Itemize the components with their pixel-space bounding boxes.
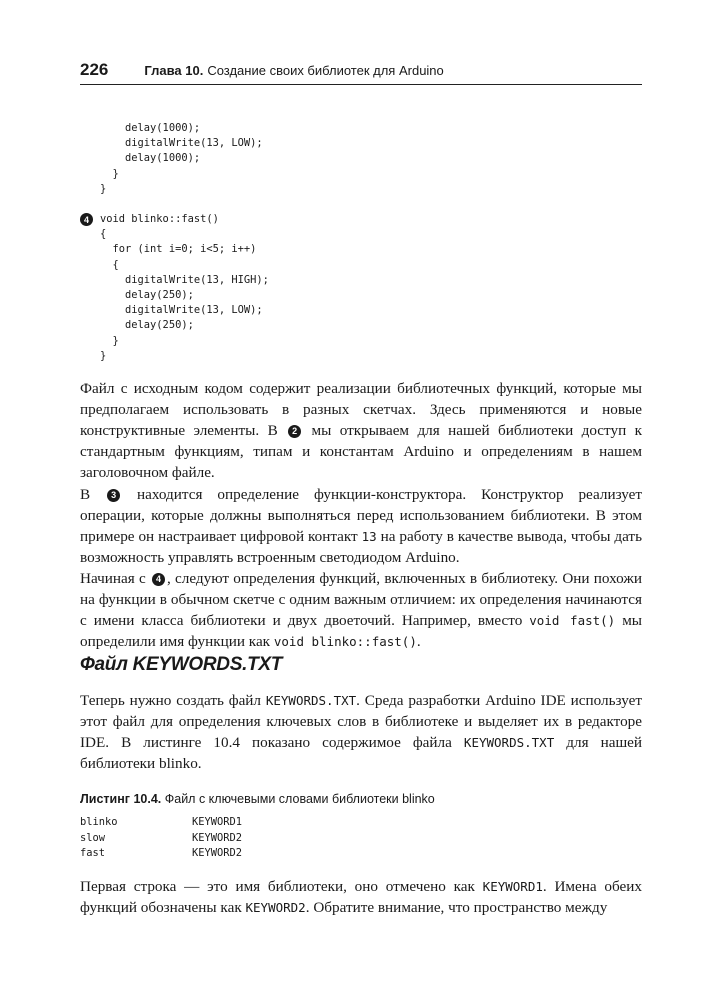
callout-marker-4: 4 xyxy=(80,213,93,226)
code-line: } xyxy=(100,349,107,362)
page-number: 226 xyxy=(80,60,109,79)
code-line: digitalWrite(13, HIGH); xyxy=(100,273,269,286)
keyword-type: KEYWORD2 xyxy=(192,847,243,859)
table-row xyxy=(80,815,242,831)
keyword-name: slow xyxy=(80,831,106,844)
table-row xyxy=(80,846,242,862)
inline-code: void fast() xyxy=(529,613,616,628)
code-line: delay(250); xyxy=(100,319,194,332)
listing-label: Листинг 10.4. xyxy=(80,792,162,806)
chapter-label: Глава 10. xyxy=(144,63,204,78)
code-line: { xyxy=(100,258,119,271)
keyword-type: KEYWORD1 xyxy=(192,816,243,828)
inline-code: KEYWORDS.TXT xyxy=(463,735,555,750)
section-heading: Файл KEYWORDS.TXT xyxy=(80,654,283,675)
callout-marker-3: 3 xyxy=(107,489,120,502)
code-line: digitalWrite(13, LOW); xyxy=(100,304,263,317)
keyword-type: KEYWORD2 xyxy=(192,831,243,844)
paragraph-keywords-intro: Теперь нужно создать файл KEYWORDS.TXT. Среда разработки Arduino IDE использует этот файл для определения ключевых слов в библиотеке и выделяет их в редакторе IDE. В листинге 10.4 показано содержимое файла KEYWORDS.TXT для нашей библиотеки blinko. xyxy=(80,692,643,772)
code-line: void blinko::fast() xyxy=(100,213,219,225)
inline-code: 13 xyxy=(361,529,377,544)
code-block-top xyxy=(100,121,263,197)
paragraph-source-file: Файл с исходным кодом содержит реализации библиотечных функций, которые мы предполагаем использовать в разных скетчах. Здесь применяются и новые конструктивные элементы. В 2 мы открываем для нашей библиотеки доступ к стандартным функциям, типам и константам Arduino и определениям в нашем заголовочном файле. xyxy=(80,380,642,481)
paragraph-functions: Начиная с 4 , следуют определения функций, включенных в библиотеку. Они похожи на функции в обычном скетче с одним важным отличием: их определения начинаются с имени класса библиотеки и двух двоеточий. Например, вместо void fast() мы определили имя функции как void blinko::fast(). xyxy=(80,570,643,650)
keyword-name: fast xyxy=(80,847,106,859)
table-row xyxy=(80,831,242,847)
keywords-listing xyxy=(80,815,242,862)
code-block-fast xyxy=(100,212,269,364)
code-line: delay(250); xyxy=(100,288,194,301)
inline-code: KEYWORDS.TXT xyxy=(265,693,357,708)
header-rule xyxy=(80,84,642,85)
running-header xyxy=(80,60,642,84)
code-line: delay(1000); xyxy=(100,152,201,165)
chapter-title: Создание своих библиотек для Arduino xyxy=(207,63,444,78)
code-line: digitalWrite(13, LOW); xyxy=(100,137,263,150)
paragraph-first-line: Первая строка — это имя библиотеки, оно отмечено как KEYWORD1. Имена обеих функций обозначены как KEYWORD2. Обратите внимание, что пространство между xyxy=(80,878,642,916)
paragraph-constructor: В 3 находится определение функции-конструктора. Конструктор реализует операции, которые должны выполняться перед использованием библиотеки. В этом примере он настраивает цифровой контакт 13 на работу в качестве вывода, чтобы дать возможность управлять встроенным светодиодом Arduino. xyxy=(80,486,643,566)
code-line: { xyxy=(100,228,107,241)
callout-marker-2: 2 xyxy=(288,425,301,438)
code-line: } xyxy=(100,167,119,180)
code-line: } xyxy=(100,334,119,347)
inline-code: KEYWORD2 xyxy=(245,900,306,915)
inline-code: KEYWORD1 xyxy=(482,879,543,894)
listing-caption-text: Файл с ключевыми словами библиотеки blinko xyxy=(164,792,435,806)
listing-caption xyxy=(80,792,435,806)
code-line: delay(1000); xyxy=(100,122,201,134)
inline-code: void blinko::fast() xyxy=(273,634,417,649)
keyword-name: blinko xyxy=(80,816,118,828)
code-line: for (int i=0; i<5; i++) xyxy=(100,243,257,256)
code-line: } xyxy=(100,182,107,195)
callout-marker-4-inline: 4 xyxy=(152,573,165,586)
